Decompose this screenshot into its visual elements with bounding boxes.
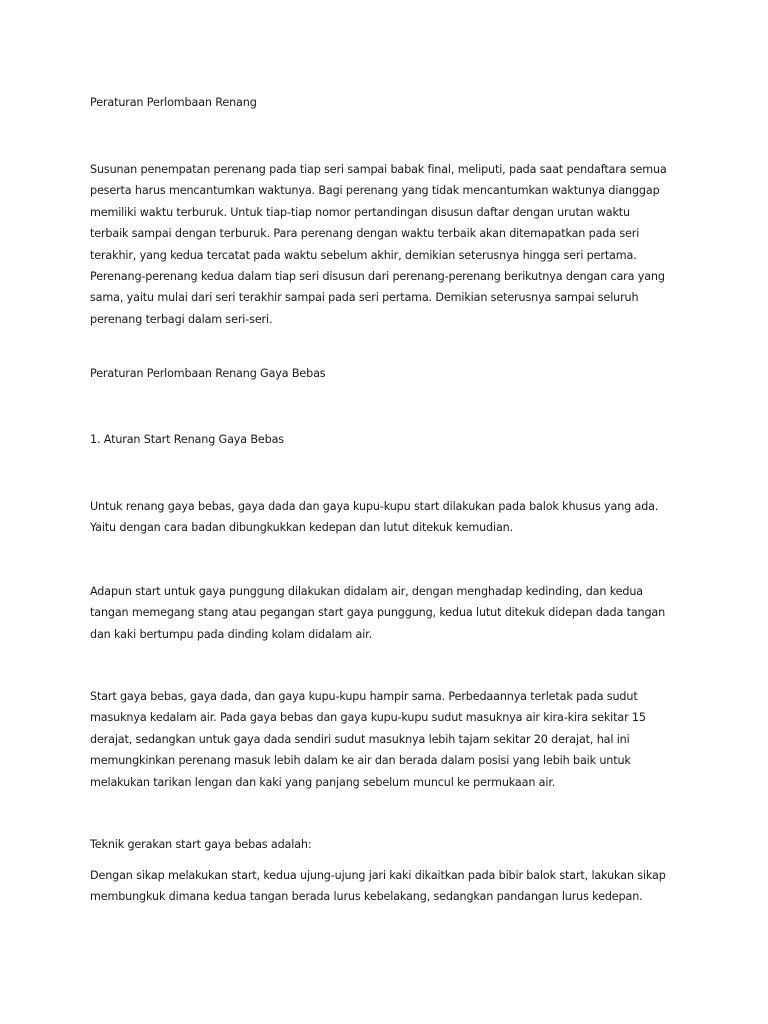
paragraph-entry-angle: Start gaya bebas, gaya dada, dan gaya kupu-kupu hampir sama. Perbedaannya terletak pada sudut masuknya kedalam air. Pada gaya bebas dan gaya kupu-kupu sudut masuknya air kira-kira sekitar 15 derajat, sedangkan untuk gaya dada sendiri sudut masuknya lebih tajam sekitar 20 derajat, hal ini memungkinkan perenang masuk lebih dalam ke air dan berada dalam posisi yang lebih baik untuk melakukan tarikan lengan dan kaki yang panjang sebelum muncul ke permukaan air. [90, 690, 646, 789]
document-title: Peraturan Perlombaan Renang [90, 96, 257, 109]
paragraph-seeding: Susunan penempatan perenang pada tiap seri sampai babak final, meliputi, pada saat pendaftara semua peserta harus mencantumkan waktunya. Bagi perenang yang tidak mencantumkan waktunya dianggap memiliki waktu terburuk. Untuk tiap-tiap nomor pertandingan disusun daftar dengan urutan waktu terbaik sampai dengan terburuk. Para perenang dengan waktu terbaik akan ditemapatkan pada seri terakhir, yang kedua tercatat pada waktu sebelum akhir, demikian seterusnya hingga seri pertama. Perenang-perenang kedua dalam tiap seri disusun dari perenang-perenang berikutnya dengan cara yang sama, yaitu mulai dari seri terakhir sampai pada seri pertama. Demikian seterusnya sampai seluruh perenang terbagi dalam seri-seri. [90, 163, 667, 326]
heading-start-technique: Teknik gerakan start gaya bebas adalah: [90, 838, 312, 851]
heading-start-rules: 1. Aturan Start Renang Gaya Bebas [90, 433, 284, 446]
paragraph-start-technique: Dengan sikap melakukan start, kedua ujung-ujung jari kaki dikaitkan pada bibir balok start, lakukan sikap membungkuk dimana kedua tangan berada lurus kebelakang, sedangkan pandangan lurus kedepan. [90, 869, 666, 904]
paragraph-start-block: Untuk renang gaya bebas, gaya dada dan gaya kupu-kupu start dilakukan pada balok khusus yang ada. Yaitu dengan cara badan dibungkukkan kedepan dan lutut ditekuk kemudian. [90, 500, 659, 535]
heading-freestyle-rules: Peraturan Perlombaan Renang Gaya Bebas [90, 367, 326, 380]
paragraph-backstroke-start: Adapun start untuk gaya punggung dilakukan didalam air, dengan menghadap kedinding, dan kedua tangan memegang stang atau pegangan start gaya punggung, kedua lutut ditekuk didepan dada tangan dan kaki bertumpu pada dinding kolam didalam air. [90, 585, 666, 641]
